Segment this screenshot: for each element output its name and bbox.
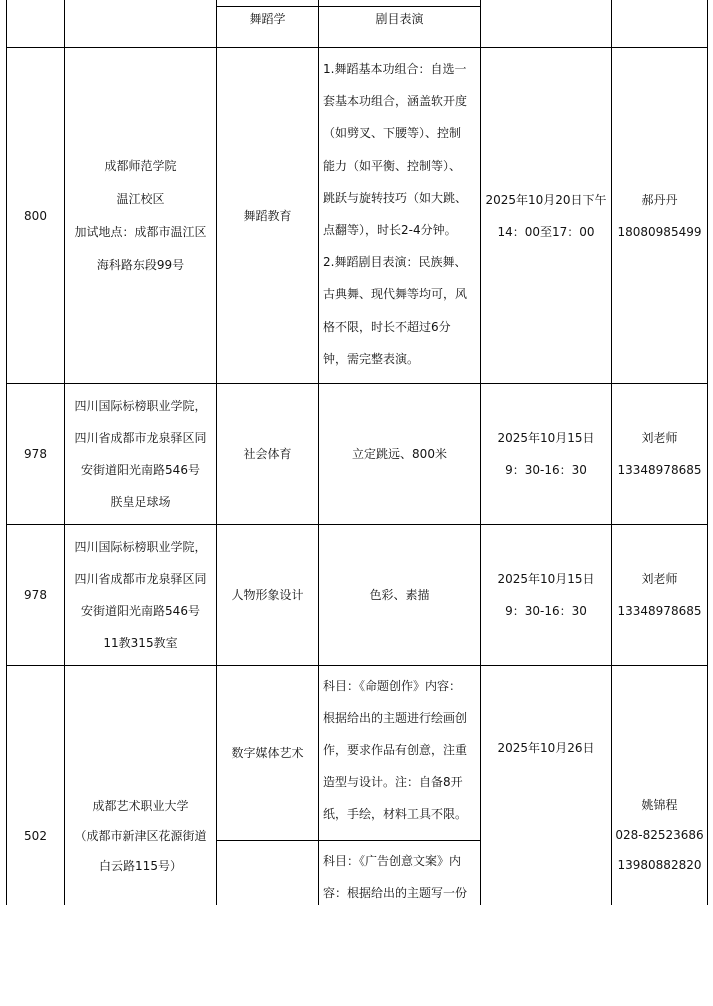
content-line: 科目：《广告创意文案》内 [323, 854, 462, 868]
content-line: 钟，需完整表演。 [323, 351, 420, 366]
content-line: 1.舞蹈基本功组合：自选一 [323, 62, 467, 76]
content-line: 格不限，时长不超过6分 [323, 319, 451, 334]
contact-line: 刘老师 [641, 431, 678, 445]
contact-line: 028-82523686 [615, 828, 704, 842]
content-line: 2.舞蹈剧目表演：民族舞、 [323, 255, 467, 270]
school-line: 四川国际标榜职业学院， [74, 540, 207, 554]
table-row-content [319, 525, 480, 665]
school-line: 安街道阳光南路546号 [81, 463, 200, 477]
table-row-content [319, 53, 480, 378]
contact-line: 13980882820 [617, 858, 702, 872]
time-line: 9：30-16：30 [505, 604, 587, 618]
table-row-code [7, 525, 64, 665]
code: 800 [24, 208, 47, 223]
major: 人物形象设计 [231, 588, 304, 602]
content-line: 套基本功组合，涵盖软开度 [323, 94, 468, 109]
time-line: 2025年10月20日下午 [485, 192, 607, 207]
table-row-code [7, 666, 64, 1006]
table-row-school [65, 384, 216, 524]
content-line: 色彩、素描 [369, 588, 430, 602]
table-row-major [217, 384, 318, 524]
table-row-major [217, 666, 318, 840]
major: 舞蹈教育 [243, 208, 292, 223]
time-line: 9：30-16：30 [505, 463, 587, 477]
table-row-time [481, 48, 611, 383]
school-line: 成都师范学院 [104, 158, 177, 173]
time-line: 2025年10月26日 [497, 741, 595, 755]
table-row-content [319, 670, 480, 836]
school-line: 温江校区 [116, 191, 165, 206]
content-line: 科目：《命题创作》内容： [323, 679, 462, 693]
header-major-text: 舞蹈学 [249, 12, 286, 26]
code: 978 [24, 447, 47, 461]
header-content-text: 剧目表演 [375, 12, 424, 26]
table-row-code [7, 48, 64, 383]
school-line: 朕皇足球场 [110, 495, 171, 509]
table-row-school [65, 666, 216, 1006]
school-line: 加试地点：成都市温江区 [74, 224, 207, 239]
contact-line: 郝丹丹 [641, 192, 678, 207]
content-line: 能力（如平衡、控制等）、 [323, 158, 462, 173]
content-line: 根据给出的主题进行绘画创 [323, 711, 468, 725]
header-content [319, 6, 480, 32]
time-line: 2025年10月15日 [497, 572, 595, 586]
content-line: （如劈叉、下腰等）、控制 [323, 126, 462, 141]
content-line: 容：根据给出的主题写一份 [323, 886, 468, 900]
header-major [217, 6, 318, 32]
code: 978 [24, 588, 47, 602]
school-line: 安街道阳光南路546号 [81, 604, 200, 618]
content-line: 纸，手绘，材料工具不限。 [323, 807, 468, 821]
contact-line: 姚锦程 [641, 798, 678, 812]
table-row-content-2 [319, 845, 480, 905]
table-row-time [481, 666, 611, 830]
table-row-time [481, 384, 611, 524]
code: 502 [24, 829, 47, 843]
school-line: 成都艺术职业大学 [92, 799, 189, 813]
table-row-contact [612, 525, 707, 665]
grid-line [707, 0, 708, 905]
school-line: 11教315教室 [103, 636, 178, 650]
table-row-major [217, 48, 318, 383]
school-line: 四川省成都市龙泉驿区同 [74, 572, 207, 586]
time-line: 14：00至17：00 [497, 224, 595, 239]
major: 社会体育 [243, 447, 292, 461]
table-row-contact [612, 790, 707, 880]
contact-line: 13348978685 [617, 604, 702, 618]
contact-line: 刘老师 [641, 572, 678, 586]
school-line: 四川省成都市龙泉驿区同 [74, 431, 207, 445]
content-line: 点翻等），时长2-4分钟。 [323, 223, 457, 238]
table-row-content [319, 384, 480, 524]
table-row-contact [612, 384, 707, 524]
content-line: 造型与设计。注：自备8开 [323, 775, 463, 789]
major: 数字媒体艺术 [231, 746, 304, 760]
table-row-contact [612, 48, 707, 383]
table-row-school [65, 525, 216, 665]
school-line: 白云路115号） [99, 859, 182, 873]
table-row-school [65, 48, 216, 383]
table-row-code [7, 384, 64, 524]
content-line: 跳跃与旋转技巧（如大跳、 [323, 190, 468, 205]
school-line: （成都市新津区花源街道 [74, 829, 207, 843]
grid-line [216, 840, 480, 841]
contact-line: 13348978685 [617, 463, 702, 477]
school-line: 四川国际标榜职业学院， [74, 399, 207, 413]
contact-line: 18080985499 [617, 224, 702, 239]
table-row-time [481, 525, 611, 665]
content-line: 作，要求作品有创意，注重 [323, 743, 468, 757]
content-line: 立定跳远、800米 [352, 447, 447, 461]
content-line: 古典舞、现代舞等均可，风 [323, 287, 468, 302]
table-row-major [217, 525, 318, 665]
time-line: 2025年10月15日 [497, 431, 595, 445]
school-line: 海科路东段99号 [96, 257, 185, 272]
